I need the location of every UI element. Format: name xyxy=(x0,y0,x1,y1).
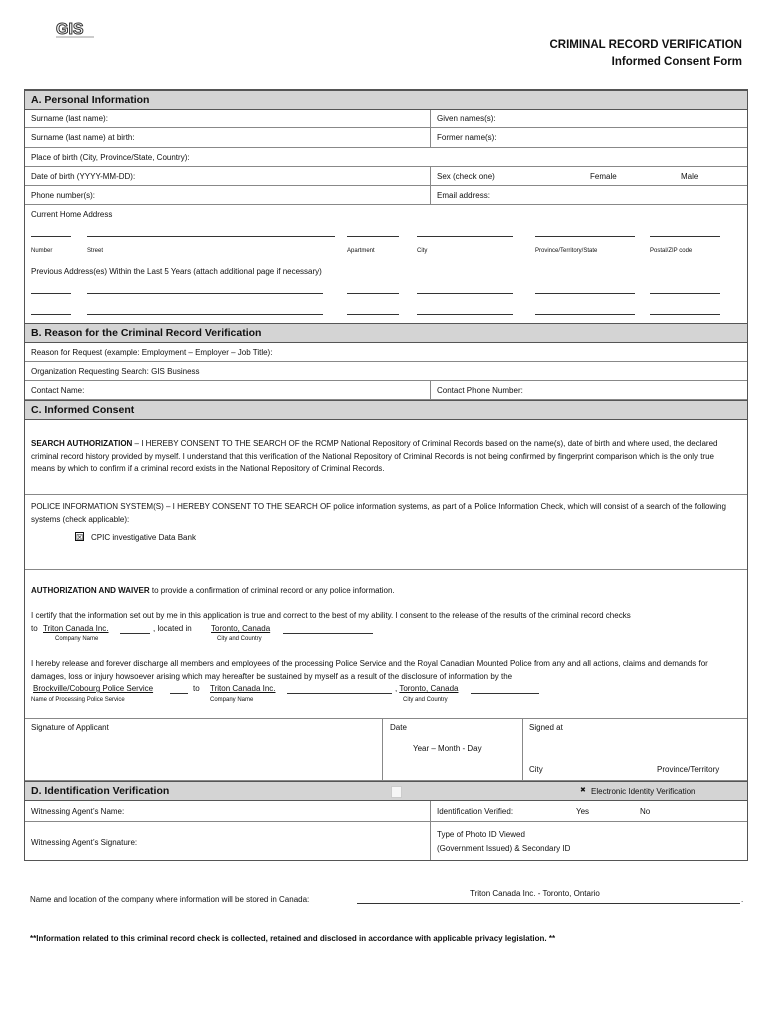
col-province-label: Province/Territory/State xyxy=(535,248,598,254)
gis-logo xyxy=(56,20,96,38)
search-authorization-block xyxy=(25,420,747,495)
city-country-caption-2: City and Country xyxy=(403,697,448,703)
to-label: to xyxy=(31,624,38,633)
photo-id-line2: (Government Issued) & Secondary ID xyxy=(437,844,571,853)
prev2-number-line[interactable] xyxy=(31,314,71,315)
col-street-label: Street xyxy=(87,248,104,254)
storage-label: Name and location of the company where information will be stored in Canada: xyxy=(30,895,310,904)
svg-text:GIS: GIS xyxy=(56,21,84,38)
no-option[interactable]: No xyxy=(640,807,651,816)
processing-police-caption: Name of Processing Police Service xyxy=(31,697,125,703)
former-names-field[interactable]: Former name(s): xyxy=(437,133,497,142)
city-country-blank-2 xyxy=(471,693,539,694)
date-of-birth-field[interactable]: Date of birth (YYYY-MM-DD): xyxy=(31,172,136,181)
yes-option[interactable]: Yes xyxy=(576,807,590,816)
prev1-province-line[interactable] xyxy=(535,293,635,294)
prev1-number-line[interactable] xyxy=(31,293,71,294)
city-country-caption: City and Country xyxy=(217,636,262,642)
email-field[interactable]: Email address: xyxy=(437,191,490,200)
signed-at-field[interactable]: Signed at xyxy=(529,723,563,732)
police-service-value[interactable]: Brockville/Cobourg Police Service xyxy=(33,684,154,693)
storage-value[interactable]: Triton Canada Inc. - Toronto, Ontario xyxy=(470,889,600,898)
privacy-note: **Information related to this criminal record check is collected, retained and disclosed in accordance with applicable privacy legislation. ** xyxy=(30,934,556,943)
postal-line[interactable] xyxy=(650,236,720,237)
surname-at-birth-field[interactable]: Surname (last name) at birth: xyxy=(31,133,135,142)
company-value[interactable]: Triton Canada Inc. xyxy=(43,624,109,633)
section-a-heading: A. Personal Information xyxy=(25,90,747,110)
col-apartment-label: Apartment xyxy=(347,248,375,254)
manual-verification-checkbox[interactable] xyxy=(391,786,402,798)
province-line[interactable] xyxy=(535,236,635,237)
prev2-city-line[interactable] xyxy=(417,314,513,315)
signature-row xyxy=(25,719,747,781)
prev1-postal-line[interactable] xyxy=(650,293,720,294)
apartment-line[interactable] xyxy=(347,236,399,237)
section-d-heading: D. Identification Verification ✖ Electronic Identity Verification xyxy=(25,781,747,801)
eiv-checkbox[interactable]: ✖ xyxy=(580,787,586,794)
cpic-checkbox[interactable]: ☒ xyxy=(76,533,84,542)
prev2-street-line[interactable] xyxy=(87,314,323,315)
company-name-caption-2: Company Name xyxy=(210,697,254,703)
eiv-label: Electronic Identity Verification xyxy=(591,787,696,796)
contact-row xyxy=(25,381,747,400)
cpic-label: CPIC investigative Data Bank xyxy=(91,533,196,542)
phone-field[interactable]: Phone number(s): xyxy=(31,191,96,200)
company-value-2[interactable]: Triton Canada Inc. xyxy=(210,684,276,693)
form-title: CRIMINAL RECORD VERIFICATION xyxy=(549,39,742,51)
section-b-heading: B. Reason for the Criminal Record Verification xyxy=(25,323,747,343)
city-country-blank xyxy=(283,633,373,634)
agent-signature-field[interactable]: Witnessing Agent’s Signature: xyxy=(31,838,138,847)
place-of-birth-row xyxy=(25,148,747,167)
search-authorization-text: SEARCH AUTHORIZATION – I HEREBY CONSENT TO THE SEARCH OF the RCMP National Repository of Criminal Records based on the name(s), date of birth and where used, the declared criminal record history provided by myself. I understand that this verification of the National Repository of Criminal Records is not being confirmed by fingerprint comparison which is the only true means by which to confirm if a criminal record exists in the National Repository of Criminal Records. xyxy=(31,439,718,473)
company-blank xyxy=(120,633,150,634)
street-line[interactable] xyxy=(87,236,335,237)
agent-name-field[interactable]: Witnessing Agent’s Name: xyxy=(31,807,125,816)
date-field[interactable]: Date xyxy=(390,723,407,732)
dob-row xyxy=(25,167,747,186)
police-service-blank xyxy=(170,693,188,694)
section-c-heading: C. Informed Consent xyxy=(25,400,747,420)
release-text: I hereby release and forever discharge all members and employees of the processing Police Service and the Royal Canadian Mounted Police from any and all actions, claims and demands for damages, loss or injury howsoever arising which may hereafter be sustained by myself as a result of the disclosure of information by the xyxy=(31,659,708,681)
number-line[interactable] xyxy=(31,236,71,237)
prev2-apartment-line[interactable] xyxy=(347,314,399,315)
city-label: City xyxy=(529,765,543,774)
police-info-block xyxy=(25,495,747,570)
reason-field[interactable]: Reason for Request (example: Employment – Employer – Job Title): xyxy=(31,348,273,357)
surname-birth-row xyxy=(25,128,747,148)
col-postal-label: Postal/ZIP code xyxy=(650,248,693,254)
agent-signature-row xyxy=(25,822,747,860)
prev2-province-line[interactable] xyxy=(535,314,635,315)
place-of-birth-field[interactable]: Place of birth (City, Province/State, Country): xyxy=(31,153,190,162)
company-name-caption: Company Name xyxy=(55,636,99,642)
police-info-text: POLICE INFORMATION SYSTEM(S) – I HEREBY CONSENT TO THE SEARCH OF police information systems, as part of a Police Information Check, which will consist of a search of the following systems (check applicable): xyxy=(31,502,726,524)
storage-period: . xyxy=(741,895,744,904)
id-verified-label: Identification Verified: xyxy=(437,807,514,816)
city-line[interactable] xyxy=(417,236,513,237)
waiver-block xyxy=(25,570,747,719)
address-block xyxy=(25,205,747,326)
located-in-label: , located in xyxy=(153,624,192,633)
city-country-value-2[interactable]: , Toronto, Canada xyxy=(395,684,459,693)
prev1-street-line[interactable] xyxy=(87,293,323,294)
province-territory-label: Province/Territory xyxy=(657,765,720,774)
col-number-label: Number xyxy=(31,248,53,254)
certify-text: I certify that the information set out by me in this application is true and correct to the best of my ability. I consent to the release of the results of the criminal record checks xyxy=(31,611,631,620)
previous-address-label: Previous Address(es) Within the Last 5 Years (attach additional page if necessary) xyxy=(31,267,322,276)
surname-field[interactable]: Surname (last name): xyxy=(31,114,108,123)
prev1-apartment-line[interactable] xyxy=(347,293,399,294)
city-country-value[interactable]: Toronto, Canada xyxy=(211,624,271,633)
contact-phone-field[interactable]: Contact Phone Number: xyxy=(437,386,523,395)
photo-id-line1: Type of Photo ID Viewed xyxy=(437,830,525,839)
given-names-field[interactable]: Given names(s): xyxy=(437,114,496,123)
col-city-label: City xyxy=(417,248,428,254)
prev1-city-line[interactable] xyxy=(417,293,513,294)
organization-row xyxy=(25,362,747,381)
signature-of-applicant-field[interactable]: Signature of Applicant xyxy=(31,723,109,732)
reason-row xyxy=(25,343,747,362)
form-subtitle: Informed Consent Form xyxy=(611,56,742,68)
contact-name-field[interactable]: Contact Name: xyxy=(31,386,85,395)
to-label-2: to xyxy=(193,684,200,693)
waiver-heading: AUTHORIZATION AND WAIVER to provide a confirmation of criminal record or any police information. xyxy=(31,586,395,595)
prev2-postal-line[interactable] xyxy=(650,314,720,315)
phone-row xyxy=(25,186,747,205)
current-address-label: Current Home Address xyxy=(31,210,113,219)
date-format-label: Year – Month - Day xyxy=(413,744,482,753)
storage-line xyxy=(357,903,740,904)
male-option[interactable]: Male xyxy=(681,172,699,181)
organization-field[interactable]: Organization Requesting Search: GIS Business xyxy=(31,367,200,376)
female-option[interactable]: Female xyxy=(590,172,617,181)
consent-form xyxy=(24,89,748,861)
surname-row xyxy=(25,110,747,128)
agent-name-row xyxy=(25,801,747,822)
company-blank-2 xyxy=(287,693,392,694)
sex-label: Sex (check one) xyxy=(437,172,495,181)
